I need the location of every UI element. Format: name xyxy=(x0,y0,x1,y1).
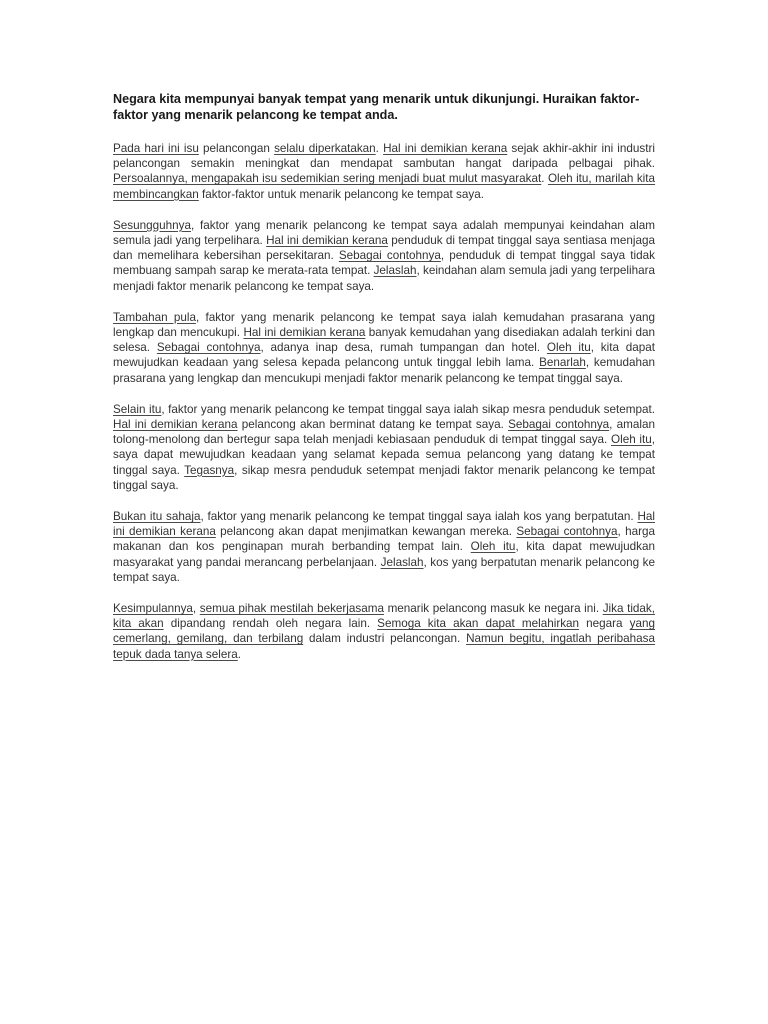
underlined-phrase: Sebagai contohnya xyxy=(156,341,261,355)
underlined-phrase: Oleh itu xyxy=(611,433,652,447)
text-run: pelancong akan berminat datang ke tempat saya. xyxy=(237,418,509,432)
underlined-phrase: semua pihak mestilah bekerjasama xyxy=(199,602,384,616)
underlined-phrase: Pada hari ini isu xyxy=(113,142,199,155)
text-run: , faktor yang menarik pelancong ke tempat tinggal saya ialah sikap mesra penduduk setempat. xyxy=(161,402,655,416)
underlined-phrase: Tegasnya xyxy=(184,463,235,477)
underlined-phrase: Hal ini demikian kerana xyxy=(113,418,238,432)
underlined-phrase: Sesungguhnya xyxy=(113,218,191,232)
text-run: , faktor yang menarik pelancong ke tempat saya adalah mempunyai keindahan alam semula jadi yang terpelihara. xyxy=(113,218,655,248)
underlined-phrase: Hal ini demikian kerana xyxy=(243,326,366,340)
underlined-phrase: Bukan itu sahaja xyxy=(113,510,201,524)
underlined-phrase: Hal ini demikian kerana xyxy=(113,510,656,539)
underlined-phrase: Persoalannya, mengapakah isu sedemikian sering menjadi buat mulut masyarakat xyxy=(113,172,542,186)
underlined-phrase: Sebagai contohnya xyxy=(508,418,610,432)
text-run: banyak kemudahan yang disediakan adalah terkini dan selesa. xyxy=(113,326,656,355)
text-run: . xyxy=(541,172,548,186)
text-run: faktor-faktor untuk menarik pelancong ke tempat saya. xyxy=(198,187,484,201)
essay-body xyxy=(113,141,655,662)
text-run: pelancong akan dapat menjimatkan kewangan mereka. xyxy=(215,525,517,539)
underlined-phrase: Kesimpulannya xyxy=(113,602,193,616)
underlined-phrase: Oleh itu, marilah kita membincangkan xyxy=(113,172,656,201)
underlined-phrase: Hal ini demikian kerana xyxy=(383,142,508,155)
underlined-phrase: yang cemerlang, gemilang, dan terbilang xyxy=(113,617,656,646)
text-run: penduduk di tempat tinggal saya sentiasa menjaga dan memelihara kebersihan persekitaran. xyxy=(113,234,655,263)
underlined-phrase: Oleh itu xyxy=(470,540,516,554)
text-run: , keindahan alam semula jadi yang terpelihara menjadi faktor menarik pelancong ke tempat saya. xyxy=(113,264,655,293)
underlined-phrase: Jika tidak, kita akan xyxy=(113,602,656,631)
underlined-phrase: Jelaslah xyxy=(373,264,417,278)
text-run: , adanya inap desa, rumah tumpangan dan hotel. xyxy=(260,341,547,355)
underlined-phrase: selalu diperkatakan xyxy=(274,142,376,155)
text-run: dalam industri pelancongan. xyxy=(303,632,467,646)
text-run: menarik pelancong masuk ke negara ini. xyxy=(383,602,603,616)
essay-paragraph xyxy=(113,402,655,493)
text-run: . xyxy=(237,647,242,661)
underlined-phrase: Benarlah xyxy=(539,356,586,370)
text-run: , sikap mesra penduduk setempat menjadi faktor menarik pelancong ke tempat tinggal saya. xyxy=(113,463,655,492)
essay-paragraph xyxy=(113,509,655,585)
text-run: . xyxy=(375,142,384,155)
text-run: sejak akhir-akhir ini industri pelancongan semakin meningkat dan mendapat sambutan hangat daripada pelbagai pihak. xyxy=(113,142,655,171)
text-run: , faktor yang menarik pelancong ke tempat saya ialah kemudahan prasarana yang lengkap dan mencukupi. xyxy=(113,310,655,340)
text-run: negara xyxy=(579,617,630,631)
text-run: , harga makanan dan kos penginapan murah berbanding tempat lain. xyxy=(113,525,655,554)
text-run: , penduduk di tempat tinggal saya tidak membuang sampah sarap ke merata-rata tempat. xyxy=(113,249,655,278)
text-run: , xyxy=(192,602,200,616)
text-run: , faktor yang menarik pelancong ke tempat tinggal saya ialah kos yang berpatutan. xyxy=(200,510,638,524)
text-run: , kita dapat mewujudkan masyarakat yang pandai merancang perbelanjaan. xyxy=(113,540,655,569)
underlined-phrase: Hal ini demikian kerana xyxy=(266,234,388,248)
essay-title: Negara kita mempunyai banyak tempat yang menarik untuk dikunjungi. Huraikan faktor-faktor yang menarik pelancong ke tempat anda. xyxy=(113,92,640,122)
essay-paragraph xyxy=(113,141,655,202)
text-run: , kita dapat mewujudkan keadaan yang selesa kepada pelancong untuk tinggal lebih lama. xyxy=(113,341,656,370)
essay-paragraph xyxy=(113,218,655,294)
text-run: dipandang rendah oleh negara lain. xyxy=(163,617,378,631)
essay-paragraph xyxy=(113,601,655,662)
underlined-phrase: Sebagai contohnya xyxy=(516,525,618,539)
underlined-phrase: Namun begitu, ingatlah peribahasa tepuk dada tanya selera xyxy=(113,632,655,661)
text-run: , amalan tolong-menolong dan bertegur sapa telah menjadi kebiasaan penduduk di tempat tinggal saya. xyxy=(113,418,656,447)
text-run: pelancongan xyxy=(198,142,275,155)
underlined-phrase: Semoga kita akan dapat melahirkan xyxy=(377,617,580,631)
essay-paragraph xyxy=(113,310,655,386)
underlined-phrase: Selain itu xyxy=(113,402,162,416)
text-run: , kos yang berpatutan menarik pelancong ke tempat saya. xyxy=(113,555,655,584)
underlined-phrase: Tambahan pula xyxy=(113,310,196,324)
text-run: , kemudahan prasarana yang lengkap dan mencukupi menjadi faktor menarik pelancong ke tempat tinggal saya. xyxy=(113,356,655,385)
underlined-phrase: Sebagai contohnya xyxy=(338,249,441,263)
underlined-phrase: Jelaslah xyxy=(380,555,424,569)
underlined-phrase: Oleh itu xyxy=(546,341,591,355)
text-run: , saya dapat mewujudkan keadaan yang selamat kepada semua pelancong yang datang ke tempat tinggal saya. xyxy=(113,433,656,477)
document-page xyxy=(113,92,655,678)
